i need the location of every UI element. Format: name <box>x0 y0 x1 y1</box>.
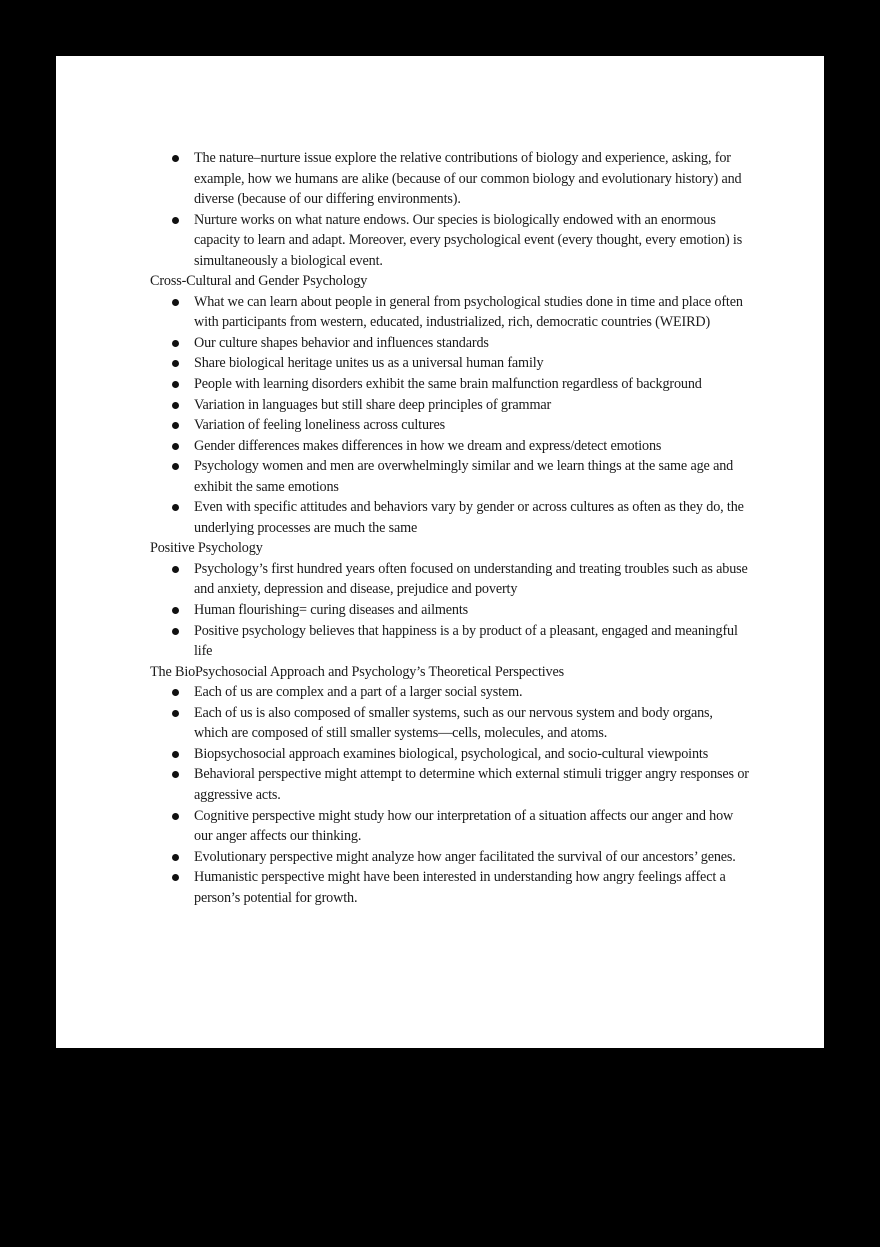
list-item-text: Each of us is also composed of smaller systems, such as our nervous system and body organs, which are composed of still smaller systems—cells, molecules, and atoms. <box>194 704 713 742</box>
bullet-list <box>150 148 750 271</box>
list-item-text: Humanistic perspective might have been interested in understanding how angry feelings affect a person’s potential for growth. <box>194 869 726 906</box>
list-item <box>150 415 750 436</box>
bullet-dot-icon <box>172 463 179 470</box>
list-item <box>150 333 750 354</box>
bullet-dot-icon <box>172 874 179 881</box>
list-item <box>150 210 750 272</box>
bullet-list <box>150 682 750 908</box>
list-item-text: Positive psychology believes that happiness is a by product of a pleasant, engaged and meaningful life <box>194 622 738 660</box>
list-item-text: Variation in languages but still share deep principles of grammar <box>194 396 552 413</box>
section-heading: Positive Psychology <box>150 540 263 557</box>
bullet-dot-icon <box>172 813 179 820</box>
list-item <box>150 148 750 210</box>
list-item-text: Biopsychosocial approach examines biological, psychological, and socio-cultural viewpoints <box>194 745 709 762</box>
bullet-dot-icon <box>172 299 179 306</box>
bullet-list <box>150 292 750 539</box>
section-positive-psychology <box>150 538 750 661</box>
list-item <box>150 867 750 908</box>
section-cross-cultural <box>150 271 750 538</box>
bullet-dot-icon <box>172 854 179 861</box>
list-item-text: Gender differences makes differences in how we dream and express/detect emotions <box>194 437 662 454</box>
list-item <box>150 374 750 395</box>
list-item-text: Even with specific attitudes and behaviors vary by gender or across cultures as often as they do, the underlying processes are much the same <box>194 499 744 536</box>
list-item <box>150 703 750 744</box>
bullet-dot-icon <box>172 422 179 429</box>
list-item <box>150 764 750 805</box>
list-item-text: Cognitive perspective might study how our interpretation of a situation affects our anger and how our anger affects our thinking. <box>194 807 734 845</box>
bullet-dot-icon <box>172 504 179 511</box>
list-item <box>150 600 750 621</box>
bullet-dot-icon <box>172 217 179 224</box>
bullet-list <box>150 559 750 662</box>
list-item <box>150 436 750 457</box>
list-item-text: Evolutionary perspective might analyze how anger facilitated the survival of our ancestors’ genes. <box>194 848 736 865</box>
list-item-text: Psychology women and men are overwhelmingly similar and we learn things at the same age and exhibit the same emotions <box>194 458 734 495</box>
bullet-dot-icon <box>172 566 179 573</box>
list-item-text: Human flourishing= curing diseases and ailments <box>194 602 469 619</box>
bullet-dot-icon <box>172 340 179 347</box>
list-item-text: Variation of feeling loneliness across cultures <box>194 417 446 434</box>
list-item <box>150 497 750 538</box>
document-content <box>150 148 750 908</box>
list-item-text: Behavioral perspective might attempt to determine which external stimuli trigger angry responses or aggressive acts. <box>194 766 749 803</box>
list-item-text: Share biological heritage unites us as a universal human family <box>194 355 544 372</box>
section-biopsychosocial <box>150 662 750 909</box>
list-item-text: Our culture shapes behavior and influences standards <box>194 334 489 351</box>
bullet-dot-icon <box>172 443 179 450</box>
list-item <box>150 395 750 416</box>
document-page <box>56 56 824 1048</box>
list-item <box>150 559 750 600</box>
bullet-dot-icon <box>172 771 179 778</box>
list-item <box>150 353 750 374</box>
bullet-dot-icon <box>172 360 179 367</box>
list-item <box>150 621 750 662</box>
bullet-dot-icon <box>172 751 179 758</box>
list-item-text: The nature–nurture issue explore the relative contributions of biology and experience, asking, for example, how we humans are alike (because of our common biology and evolutionary history) and diverse (because of our differing environments). <box>194 150 742 208</box>
list-item <box>150 744 750 765</box>
bullet-dot-icon <box>172 628 179 635</box>
bullet-dot-icon <box>172 402 179 409</box>
list-item-text: Each of us are complex and a part of a larger social system. <box>194 684 523 701</box>
list-item <box>150 847 750 868</box>
list-item <box>150 456 750 497</box>
bullet-dot-icon <box>172 607 179 614</box>
list-item-text: Psychology’s first hundred years often focused on understanding and treating troubles such as abuse and anxiety, depression and disease, prejudice and poverty <box>194 560 748 598</box>
list-item-text: What we can learn about people in general from psychological studies done in time and place often with participants from western, educated, industrialized, rich, democratic countries (WEIRD) <box>194 293 743 331</box>
list-item-text: People with learning disorders exhibit the same brain malfunction regardless of background <box>194 376 702 393</box>
bullet-dot-icon <box>172 689 179 696</box>
section-nature-nurture <box>150 148 750 271</box>
bullet-dot-icon <box>172 381 179 388</box>
bullet-dot-icon <box>172 155 179 162</box>
bullet-dot-icon <box>172 710 179 717</box>
list-item-text: Nurture works on what nature endows. Our species is biologically endowed with an enormous capacity to learn and adapt. Moreover, every psychological event (every thought, every emotion) is simultaneously a biological event. <box>194 211 743 269</box>
section-heading: The BioPsychosocial Approach and Psychology’s Theoretical Perspectives <box>150 663 564 680</box>
list-item <box>150 682 750 703</box>
section-heading: Cross-Cultural and Gender Psychology <box>150 273 368 290</box>
list-item <box>150 806 750 847</box>
list-item <box>150 292 750 333</box>
